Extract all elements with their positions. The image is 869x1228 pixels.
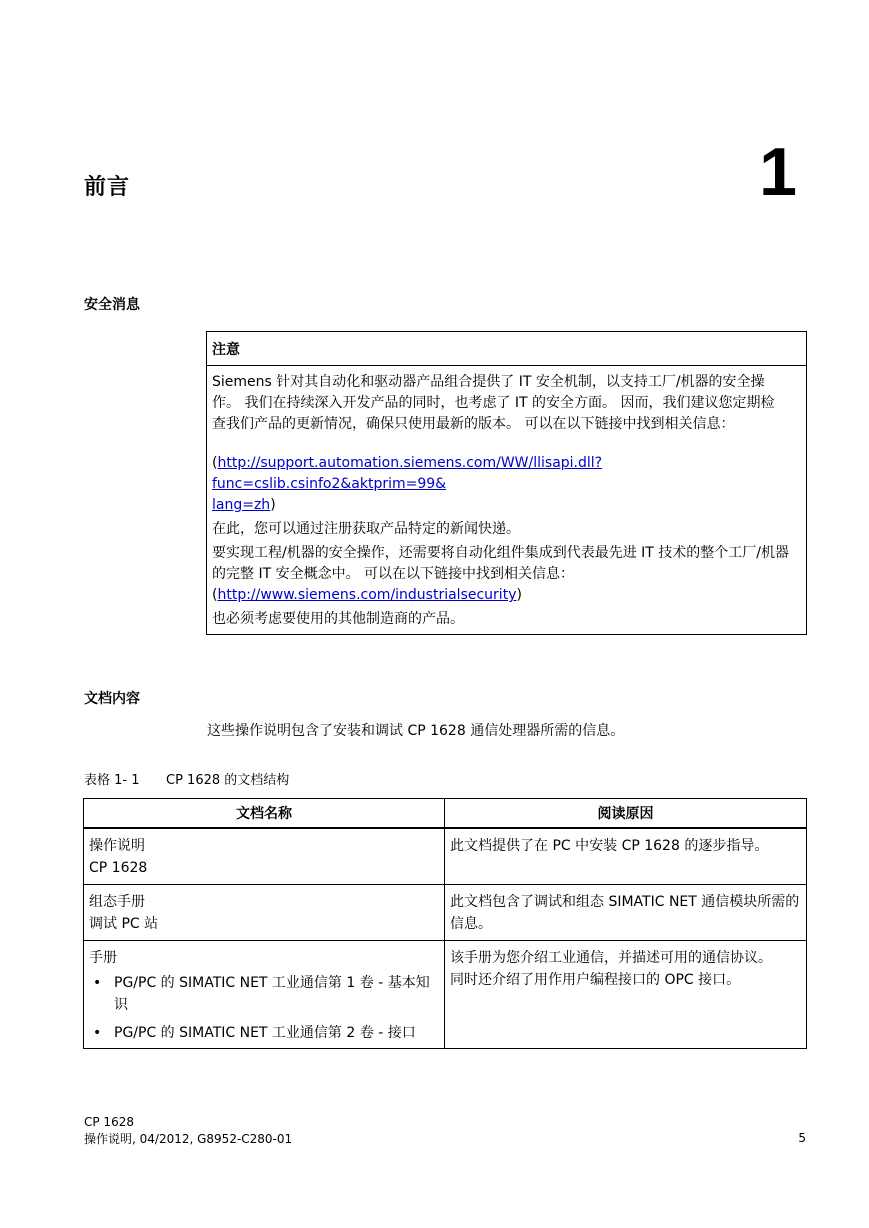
bullet-dot: • — [93, 974, 102, 991]
link-1-close-paren: ) — [270, 497, 276, 513]
notice-body — [207, 366, 806, 634]
doc-reason-cell — [445, 940, 807, 1048]
table-header-row — [84, 799, 807, 829]
notice-paragraph-4: 也必须考虑要使用的其他制造商的产品。 — [212, 611, 464, 627]
notice-link-2-line — [212, 585, 802, 606]
bullet-text: PG/PC 的 SIMATIC NET 工业通信第 2 卷 - 接口 — [114, 1024, 416, 1041]
support-link-part-2: lang=zh — [212, 497, 271, 513]
support-link-part-1: http://support.automation.siemens.com/WW/llisapi.dll?func=cslib.csinfo2&aktprim=99& — [212, 455, 603, 492]
doc-name-line: 组态手册 — [89, 893, 145, 910]
link-2-close-paren: ) — [516, 587, 522, 603]
notice-link-1-line — [212, 453, 802, 516]
footer-doc-info — [84, 1114, 292, 1148]
industrial-security-link[interactable]: http://www.siemens.com/industrialsecurity — [217, 587, 517, 603]
doc-reason-cell: 此文档包含了调试和组态 SIMATIC NET 通信模块所需的信息。 — [445, 884, 807, 940]
link-1-open-paren: ( — [212, 455, 218, 471]
content-heading: 文档内容 — [84, 691, 140, 707]
security-heading: 安全消息 — [84, 297, 140, 313]
table-row — [84, 884, 807, 940]
bullet-item — [89, 972, 440, 1016]
footer-product: CP 1628 — [84, 1115, 134, 1129]
doc-name-cell — [84, 884, 445, 940]
content-lead: 这些操作说明包含了安装和调试 CP 1628 通信处理器所需的信息。 — [207, 723, 625, 739]
table-row — [84, 828, 807, 884]
notice-paragraph-2: 在此，您可以通过注册获取产品特定的新闻快递。 — [212, 521, 520, 537]
bullet-item — [89, 1022, 440, 1044]
documentation-structure-table — [83, 798, 807, 1049]
page-number: 5 — [798, 1131, 806, 1145]
table-caption-number: 表格 1- 1 — [84, 773, 140, 788]
table-caption — [84, 769, 289, 788]
table-row — [84, 940, 807, 1048]
bullet-dot: • — [93, 1024, 102, 1041]
notice-paragraph-1: Siemens 针对其自动化和驱动器产品组合提供了 IT 安全机制，以支持工厂/机器的安全操作。 我们在持续深入开发产品的同时，也考虑了 IT 的安全方面。 因而，我们建议您定期检查我们产品的更新情况，确保只使用最新的版本。 可以在以下链接中找到相关信息： — [212, 374, 775, 432]
column-header-name: 文档名称 — [84, 799, 445, 829]
doc-name-line: CP 1628 — [89, 860, 148, 876]
doc-name-line: 手册 — [89, 949, 117, 966]
link-2-open-paren: ( — [212, 587, 218, 603]
security-notice-box — [206, 331, 807, 635]
notice-paragraph-3: 要实现工程/机器的安全操作，还需要将自动化组件集成到代表最先进 IT 技术的整个工厂/机器的完整 IT 安全概念中。 可以在以下链接中找到相关信息： — [212, 545, 790, 582]
chapter-number: 1 — [759, 134, 797, 210]
bullet-text: PG/PC 的 SIMATIC NET 工业通信第 1 卷 - 基本知识 — [114, 974, 430, 1013]
column-header-reason: 阅读原因 — [445, 799, 807, 829]
footer-doc-number: 操作说明, 04/2012, G8952-C280-01 — [84, 1132, 293, 1146]
notice-label: 注意 — [207, 332, 806, 366]
doc-reason-cell: 此文档提供了在 PC 中安装 CP 1628 的逐步指导。 — [445, 828, 807, 884]
doc-name-line: 操作说明 — [89, 838, 145, 854]
table-caption-title: CP 1628 的文档结构 — [166, 773, 290, 788]
chapter-title: 前言 — [84, 175, 131, 200]
doc-name-cell — [84, 940, 445, 1048]
doc-reason-text: 该手册为您介绍工业通信，并描述可用的通信协议。 同时还介绍了用作用户编程接口的 OPC 接口。 — [450, 949, 772, 988]
doc-name-line: 调试 PC 站 — [89, 915, 159, 932]
doc-name-cell — [84, 828, 445, 884]
